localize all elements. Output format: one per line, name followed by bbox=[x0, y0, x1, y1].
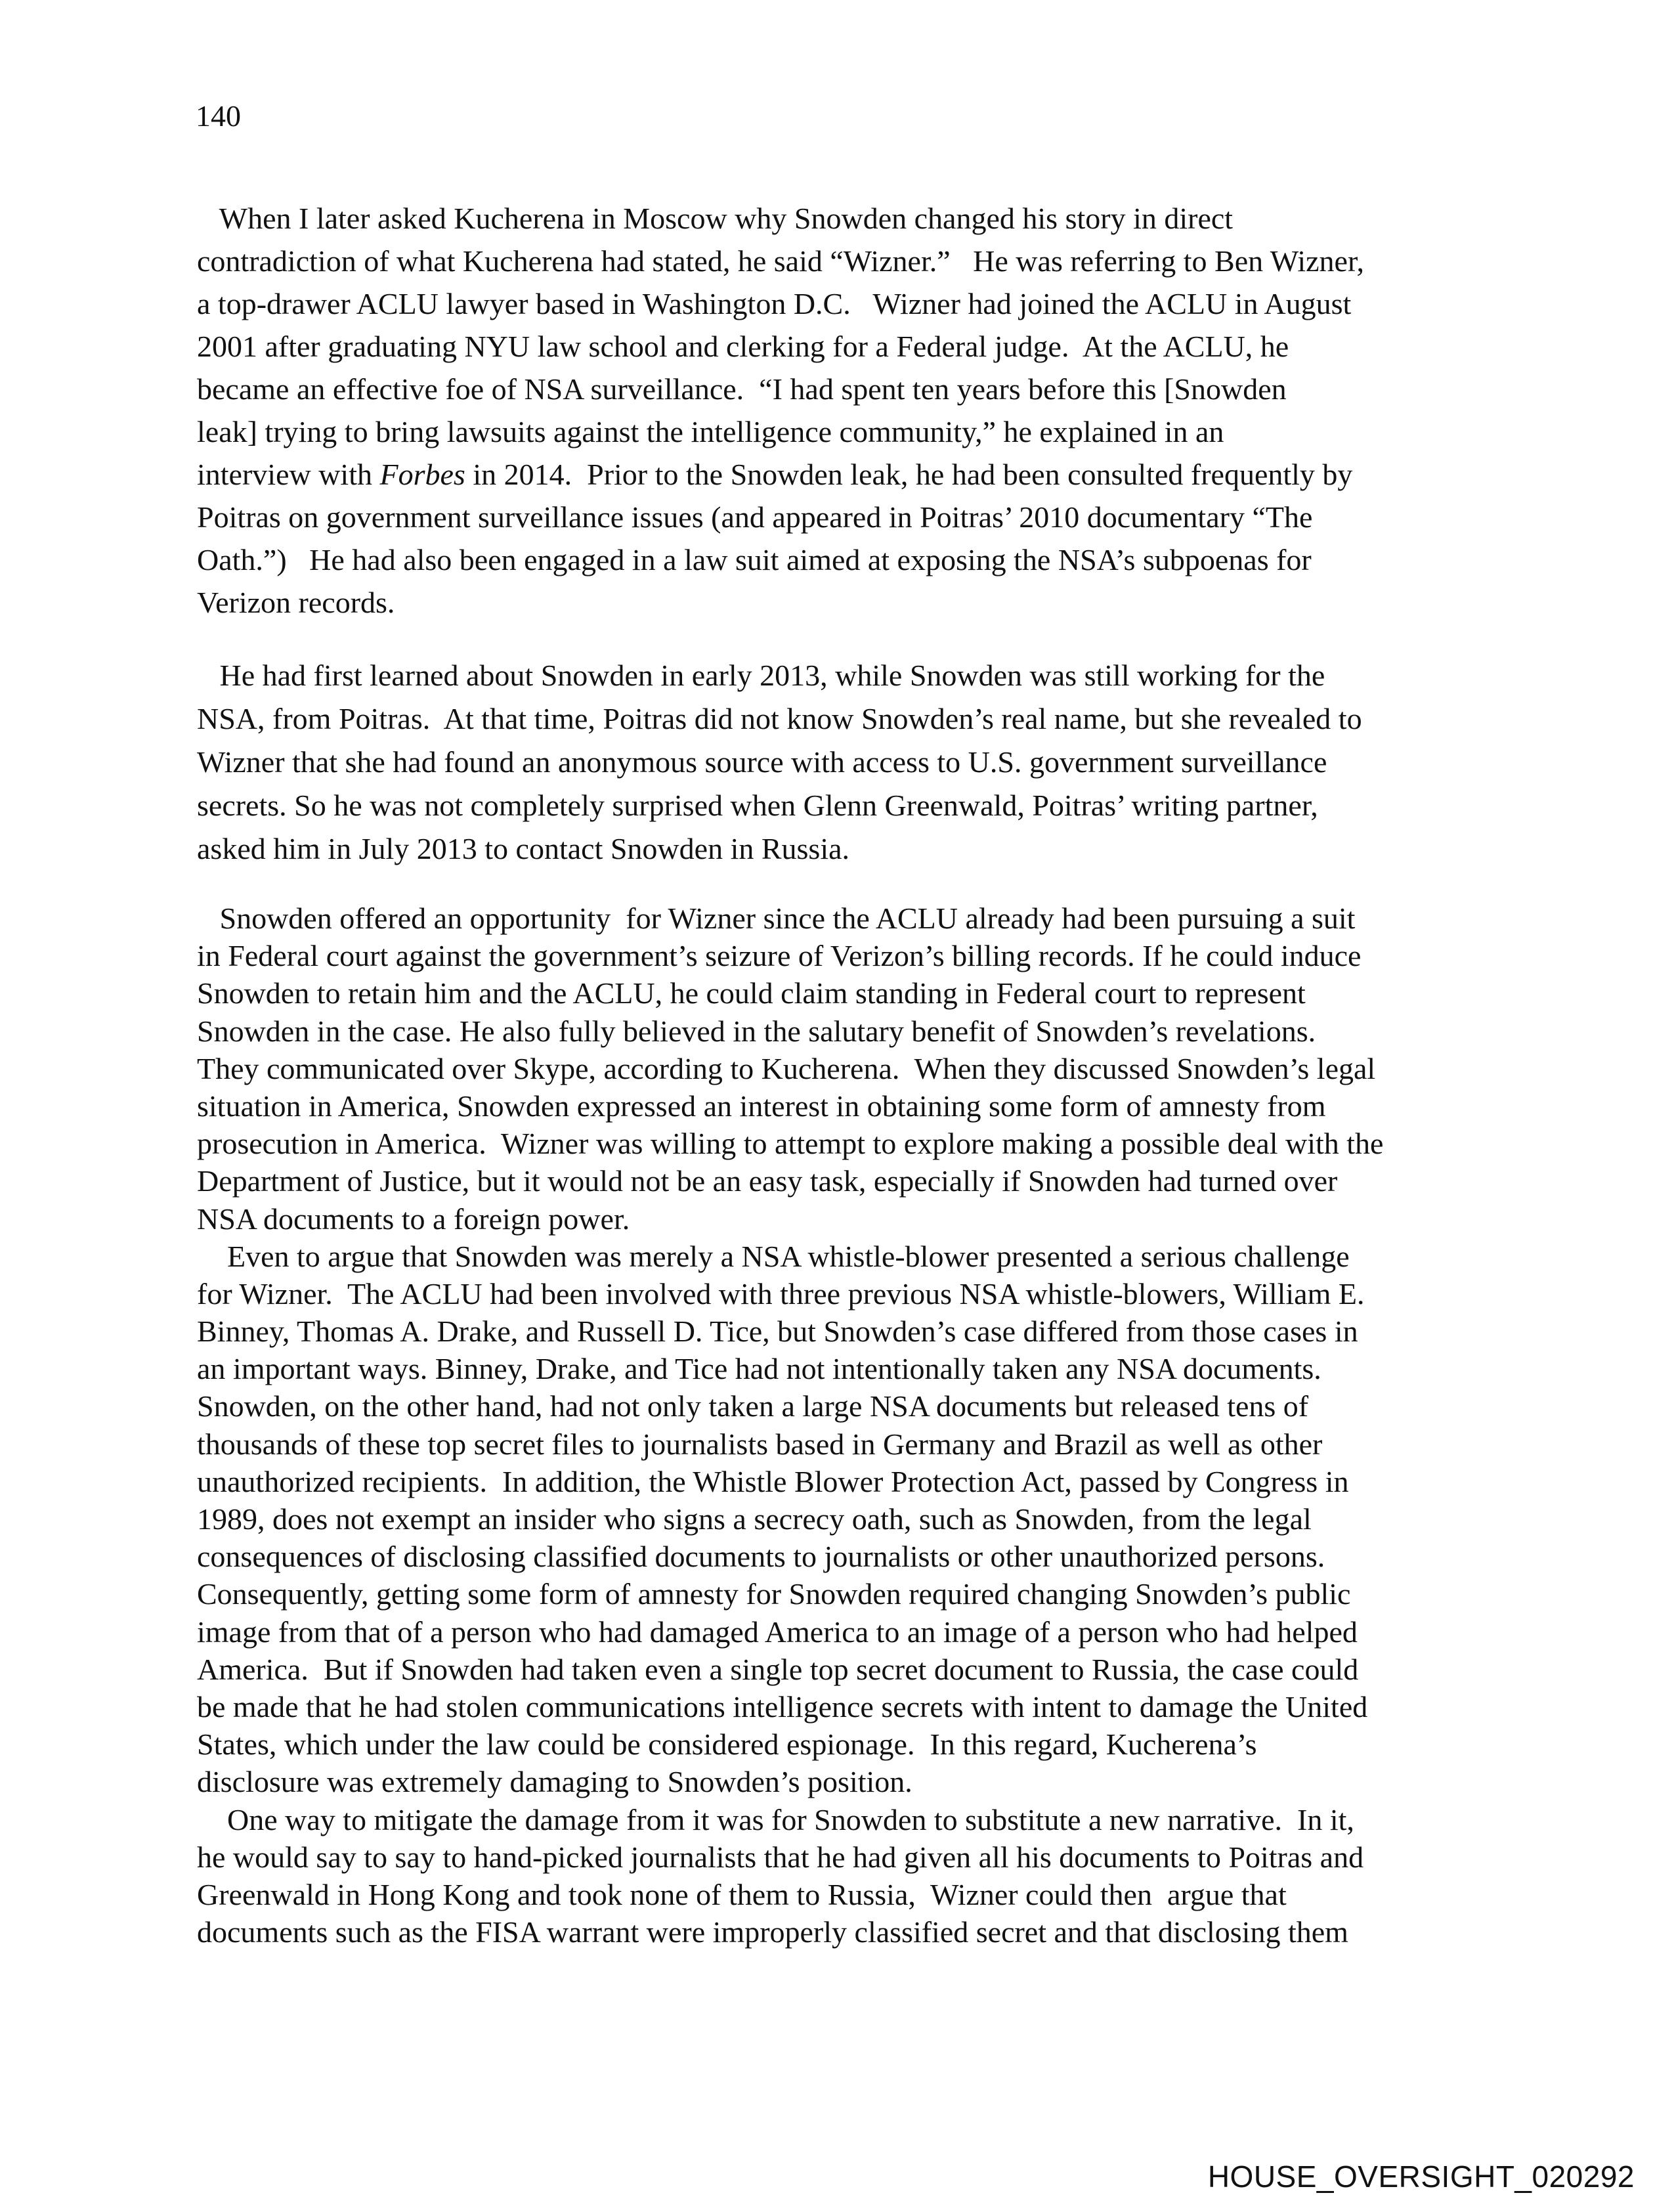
page-number: 140 bbox=[196, 99, 241, 133]
text-line: documents such as the FISA warrant were improperly classified secret and that disclosing them bbox=[197, 1915, 1348, 1949]
text-line: prosecution in America. Wizner was willing to attempt to explore making a possible deal with the bbox=[197, 1127, 1384, 1161]
text-line: Even to argue that Snowden was merely a NSA whistle-blower presented a serious challenge bbox=[197, 1239, 1350, 1273]
text-line: They communicated over Skype, according to Kucherena. When they discussed Snowden’s legal bbox=[197, 1051, 1376, 1085]
text-segment: interview with bbox=[197, 458, 380, 491]
text-line: disclosure was extremely damaging to Snowden’s position. bbox=[197, 1765, 912, 1799]
text-line: became an effective foe of NSA surveillance. “I had spent ten years before this [Snowden bbox=[197, 372, 1287, 406]
text-line: America. But if Snowden had taken even a single top secret document to Russia, the case could bbox=[197, 1652, 1359, 1686]
text-line: in Federal court against the government’s seizure of Verizon’s billing records. If he could induce bbox=[197, 939, 1362, 973]
text-line: leak] trying to bring lawsuits against the intelligence community,” he explained in an bbox=[197, 415, 1224, 448]
text-line: One way to mitigate the damage from it was for Snowden to substitute a new narrative. In it, bbox=[197, 1802, 1354, 1836]
text-line: Wizner that she had found an anonymous source with access to U.S. government surveillance bbox=[197, 745, 1327, 779]
text-line: Department of Justice, but it would not be an easy task, especially if Snowden had turned over bbox=[197, 1164, 1338, 1198]
text-line: Consequently, getting some form of amnesty for Snowden required changing Snowden’s public bbox=[197, 1577, 1351, 1611]
text-line: Verizon records. bbox=[197, 586, 395, 619]
text-line: He had first learned about Snowden in early 2013, while Snowden was still working for the bbox=[197, 659, 1325, 692]
text-line: thousands of these top secret files to journalists based in Germany and Brazil as well as other bbox=[197, 1427, 1323, 1461]
text-line: he would say to say to hand-picked journalists that he had given all his documents to Poitras and bbox=[197, 1840, 1364, 1874]
text-line: Oath.”) He had also been engaged in a law suit aimed at exposing the NSA’s subpoenas for bbox=[197, 543, 1312, 576]
text-line: image from that of a person who had damaged America to an image of a person who had helped bbox=[197, 1615, 1358, 1649]
text-line: NSA documents to a foreign power. bbox=[197, 1202, 630, 1236]
text-line bbox=[197, 453, 1510, 496]
bates-stamp: HOUSE_OVERSIGHT_020292 bbox=[1207, 2159, 1635, 2194]
text-line: 1989, does not exempt an insider who signs a secrecy oath, such as Snowden, from the legal bbox=[197, 1502, 1312, 1536]
paragraph-1 bbox=[197, 197, 1510, 624]
text-line: secrets. So he was not completely surprised when Glenn Greenwald, Poitras’ writing partner, bbox=[197, 789, 1318, 822]
text-line: Poitras on government surveillance issues (and appeared in Poitras’ 2010 documentary “The bbox=[197, 500, 1313, 534]
text-line: asked him in July 2013 to contact Snowden in Russia. bbox=[197, 832, 850, 865]
text-line: NSA, from Poitras. At that time, Poitras did not know Snowden’s real name, but she revealed to bbox=[197, 702, 1362, 735]
text-line: Snowden in the case. He also fully believed in the salutary benefit of Snowden’s revelations. bbox=[197, 1014, 1316, 1048]
text-line: States, which under the law could be considered espionage. In this regard, Kucherena’s bbox=[197, 1727, 1257, 1762]
text-line: When I later asked Kucherena in Moscow why Snowden changed his story in direct bbox=[197, 202, 1234, 235]
text-line: an important ways. Binney, Drake, and Tice had not intentionally taken any NSA documents. bbox=[197, 1352, 1321, 1386]
text-line: consequences of disclosing classified documents to journalists or other unauthorized persons. bbox=[197, 1540, 1325, 1574]
text-line: for Wizner. The ACLU had been involved with three previous NSA whistle-blowers, William E. bbox=[197, 1276, 1365, 1311]
text-line: Snowden offered an opportunity for Wizner since the ACLU already had been pursuing a suit bbox=[197, 901, 1356, 935]
text-line: be made that he had stolen communications intelligence secrets with intent to damage the United bbox=[197, 1689, 1368, 1724]
text-line: Snowden, on the other hand, had not only taken a large NSA documents but released tens of bbox=[197, 1389, 1309, 1423]
italic-title: Forbes bbox=[379, 458, 465, 491]
paragraph-2 bbox=[197, 654, 1510, 871]
text-line: Greenwald in Hong Kong and took none of them to Russia, Wizner could then argue that bbox=[197, 1877, 1287, 1911]
text-line: Snowden to retain him and the ACLU, he could claim standing in Federal court to represent bbox=[197, 976, 1306, 1010]
text-segment: in 2014. Prior to the Snowden leak, he had been consulted frequently by bbox=[465, 458, 1353, 491]
text-line: 2001 after graduating NYU law school and clerking for a Federal judge. At the ACLU, he bbox=[197, 330, 1289, 363]
text-line: situation in America, Snowden expressed an interest in obtaining some form of amnesty from bbox=[197, 1089, 1326, 1123]
text-line: contradiction of what Kucherena had stated, he said “Wizner.” He was referring to Ben Wizner, bbox=[197, 244, 1364, 278]
text-line: Binney, Thomas A. Drake, and Russell D. Tice, but Snowden’s case differed from those cases in bbox=[197, 1314, 1358, 1349]
paragraph-3 bbox=[197, 900, 1510, 1951]
text-line: a top-drawer ACLU lawyer based in Washington D.C. Wizner had joined the ACLU in August bbox=[197, 287, 1352, 320]
text-line: unauthorized recipients. In addition, the Whistle Blower Protection Act, passed by Congress in bbox=[197, 1464, 1349, 1498]
